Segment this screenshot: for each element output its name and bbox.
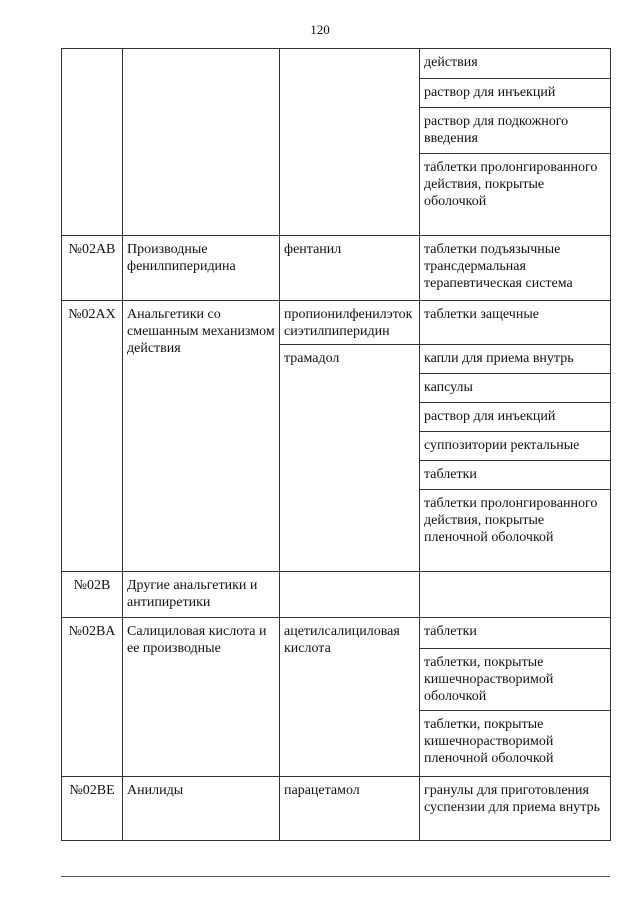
dosage-form-cell: раствор для инъекций [420,79,611,108]
atc-code-cell: №02BA [62,618,123,777]
dosage-form-cell: таблетки пролонгированного действия, покрытые пленочной оболочкой [420,490,611,572]
substance-cell [280,572,420,618]
group-name-cell: Другие анальгетики и антипиретики [123,572,280,618]
table-row [62,618,611,649]
group-name-cell: Анальгетики со смешанным механизмом действия [123,301,280,572]
group-name-cell: Производные фенилпиперидина [123,236,280,301]
atc-code-cell [62,49,123,236]
table-row [62,572,611,618]
table-row [62,236,611,301]
dosage-form-cell: раствор для подкожного введения [420,108,611,154]
table-row [62,777,611,841]
dosage-form-cell: таблетки пролонгированного действия, покрытые оболочкой [420,154,611,236]
dosage-form-cell: таблетки подъязычные трансдермальная терапевтическая система [420,236,611,301]
table-row [62,49,611,79]
atc-code-cell: №02AX [62,301,123,572]
table-row [62,301,611,345]
drug-table [61,48,611,841]
dosage-form-cell: суппозитории ректальные [420,432,611,461]
dosage-form-cell: таблетки, покрытые кишечнорастворимой пленочной оболочкой [420,711,611,777]
substance-cell [280,49,420,236]
dosage-form-cell: капсулы [420,374,611,403]
dosage-form-cell: таблетки, покрытые кишечнорастворимой оболочкой [420,649,611,711]
group-name-cell [123,49,280,236]
atc-code-cell: №02B [62,572,123,618]
page-number: 120 [310,22,330,37]
dosage-form-cell: капли для приема внутрь [420,345,611,374]
dosage-form-cell [420,572,611,618]
substance-cell: ацетилсалициловая кислота [280,618,420,777]
dosage-form-cell: таблетки защечные [420,301,611,345]
substance-cell: трамадол [280,345,420,572]
group-name-cell: Анилиды [123,777,280,841]
dosage-form-cell: гранулы для приготовления суспензии для приема внутрь [420,777,611,841]
bottom-rule [61,876,610,877]
atc-code-cell: №02BE [62,777,123,841]
dosage-form-cell: раствор для инъекций [420,403,611,432]
substance-cell: парацетамол [280,777,420,841]
substance-cell: пропионилфенилэтоксиэтилпиперидин [280,301,420,345]
dosage-form-cell: действия [420,49,611,79]
substance-cell: фентанил [280,236,420,301]
dosage-form-cell: таблетки [420,461,611,490]
atc-code-cell: №02AB [62,236,123,301]
group-name-cell: Салициловая кислота и ее производные [123,618,280,777]
dosage-form-cell: таблетки [420,618,611,649]
